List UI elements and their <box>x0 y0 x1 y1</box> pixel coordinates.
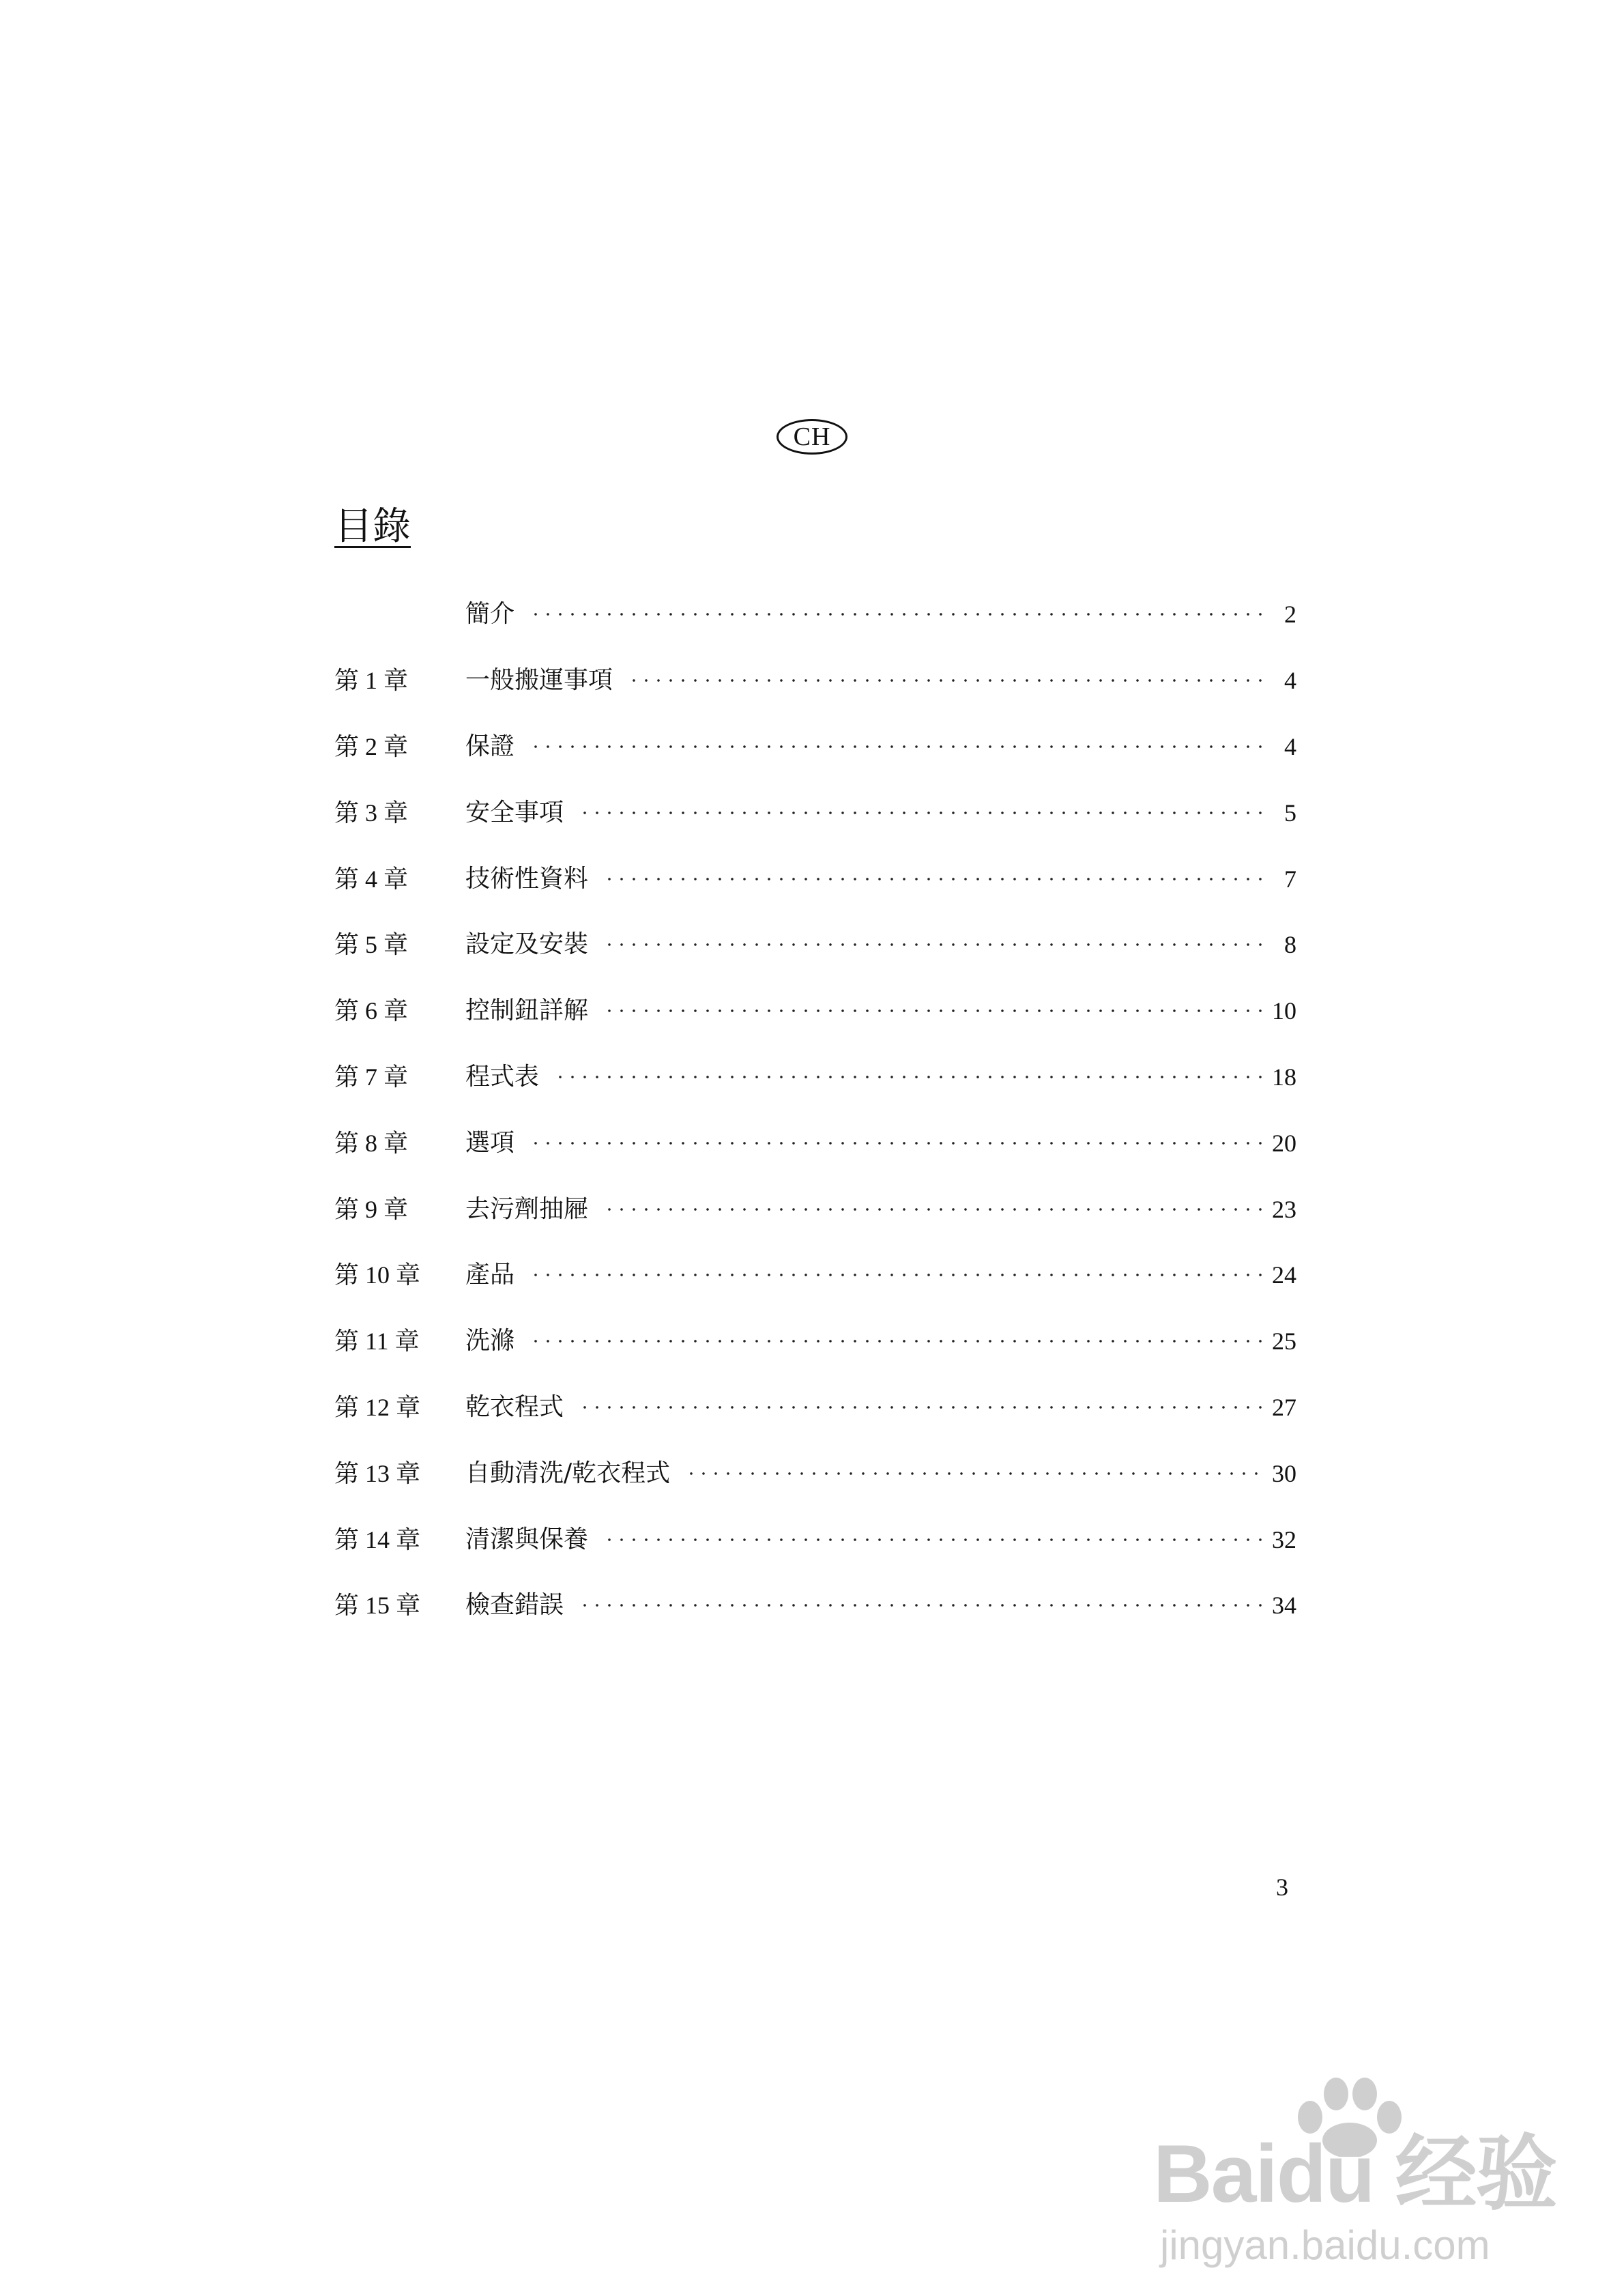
toc-chapter: 第 6 章 <box>334 997 409 1025</box>
toc-chapter: 第 1 章 <box>334 667 409 695</box>
toc-entry[interactable] <box>334 714 1296 780</box>
dot-leader <box>603 941 1264 949</box>
toc-entry[interactable] <box>334 1176 1296 1242</box>
toc-entry-name: 控制鈕詳解 <box>465 996 589 1025</box>
watermark-brand: Baidu 经验 <box>1153 2128 1556 2220</box>
dot-leader <box>579 1601 1264 1609</box>
toc-entry-name: 簡介 <box>465 600 515 629</box>
toc-entry[interactable] <box>334 648 1296 714</box>
dot-leader <box>554 1073 1264 1081</box>
dot-leader <box>603 1536 1264 1544</box>
toc-chapter: 第 9 章 <box>334 1195 409 1223</box>
dot-leader <box>530 1139 1264 1147</box>
toc-entry-name: 程式表 <box>465 1062 540 1091</box>
toc-page-number: 23 <box>1272 1195 1296 1223</box>
toc-chapter: 第 8 章 <box>334 1129 409 1157</box>
toc-chapter: 第 3 章 <box>334 799 409 827</box>
toc-chapter: 第 11 章 <box>334 1328 420 1355</box>
dot-leader <box>603 1205 1264 1214</box>
page-number: 3 <box>1276 1874 1288 1901</box>
toc-page-number: 4 <box>1284 667 1296 695</box>
toc-entry-name: 檢查錯誤 <box>465 1591 564 1620</box>
toc-page-number: 27 <box>1272 1393 1296 1421</box>
toc-page-number: 5 <box>1284 799 1296 827</box>
toc-entry-name: 產品 <box>465 1261 515 1289</box>
toc-entry-name: 清潔與保養 <box>465 1525 589 1553</box>
dot-leader <box>530 1337 1264 1345</box>
toc-page-number: 25 <box>1272 1328 1296 1355</box>
toc-page-number: 30 <box>1272 1459 1296 1487</box>
toc-entry-name: 設定及安裝 <box>465 930 589 959</box>
toc-chapter: 第 5 章 <box>334 931 409 959</box>
language-badge-label: CH <box>793 422 831 451</box>
toc-chapter: 第 2 章 <box>334 732 409 760</box>
dot-leader <box>685 1469 1264 1478</box>
toc-page-number: 20 <box>1272 1129 1296 1157</box>
toc-page-number: 32 <box>1272 1525 1296 1553</box>
toc-entry[interactable] <box>334 1308 1296 1375</box>
dot-leader <box>628 676 1264 685</box>
toc-entry[interactable] <box>334 1506 1296 1573</box>
toc-chapter: 第 12 章 <box>334 1393 421 1421</box>
toc-entry-name: 洗滌 <box>465 1327 515 1355</box>
dot-leader <box>603 875 1264 883</box>
baidu-watermark <box>1153 2075 1576 2273</box>
toc-page-number: 10 <box>1272 997 1296 1025</box>
toc-entry-name: 保證 <box>465 732 515 760</box>
toc-entry[interactable] <box>334 1440 1296 1506</box>
dot-leader <box>530 1271 1264 1279</box>
dot-leader <box>579 809 1264 817</box>
table-of-contents <box>334 582 1296 1639</box>
toc-entry-name: 一般搬運事項 <box>465 666 613 695</box>
toc-page-number: 8 <box>1284 931 1296 959</box>
toc-entry-name: 去污劑抽屜 <box>465 1194 589 1223</box>
toc-entry[interactable] <box>334 912 1296 978</box>
toc-entry[interactable] <box>334 1110 1296 1176</box>
toc-entry-name: 選項 <box>465 1128 515 1157</box>
toc-entry[interactable] <box>334 846 1296 912</box>
toc-page-number: 4 <box>1284 732 1296 760</box>
page-title: 目錄 <box>334 504 411 549</box>
toc-chapter: 第 10 章 <box>334 1261 421 1289</box>
toc-chapter: 第 14 章 <box>334 1525 421 1553</box>
dot-leader <box>530 743 1264 751</box>
toc-entry-name: 安全事項 <box>465 798 564 827</box>
toc-entry[interactable] <box>334 1242 1296 1308</box>
toc-entry-name: 乾衣程式 <box>465 1392 564 1421</box>
toc-chapter: 第 7 章 <box>334 1063 409 1091</box>
dot-leader <box>603 1007 1264 1015</box>
toc-entry[interactable] <box>334 779 1296 846</box>
language-badge <box>777 419 847 455</box>
toc-chapter: 第 15 章 <box>334 1592 421 1620</box>
toc-entry-name: 技術性資料 <box>465 864 589 893</box>
toc-entry-name: 自動清洗/乾衣程式 <box>465 1459 671 1487</box>
toc-entry[interactable] <box>334 978 1296 1044</box>
toc-entry[interactable] <box>334 1044 1296 1110</box>
toc-chapter: 第 4 章 <box>334 865 409 893</box>
toc-page-number: 2 <box>1284 601 1296 629</box>
toc-chapter: 第 13 章 <box>334 1459 421 1487</box>
dot-leader <box>530 610 1264 618</box>
toc-entry[interactable] <box>334 1573 1296 1639</box>
toc-entry[interactable] <box>334 1375 1296 1441</box>
toc-page-number: 7 <box>1284 865 1296 893</box>
toc-page-number: 24 <box>1272 1261 1296 1289</box>
toc-page-number: 18 <box>1272 1063 1296 1091</box>
toc-page-number: 34 <box>1272 1592 1296 1620</box>
toc-entry[interactable] <box>334 582 1296 648</box>
watermark-url: jingyan.baidu.com <box>1160 2222 1490 2268</box>
dot-leader <box>579 1403 1264 1411</box>
